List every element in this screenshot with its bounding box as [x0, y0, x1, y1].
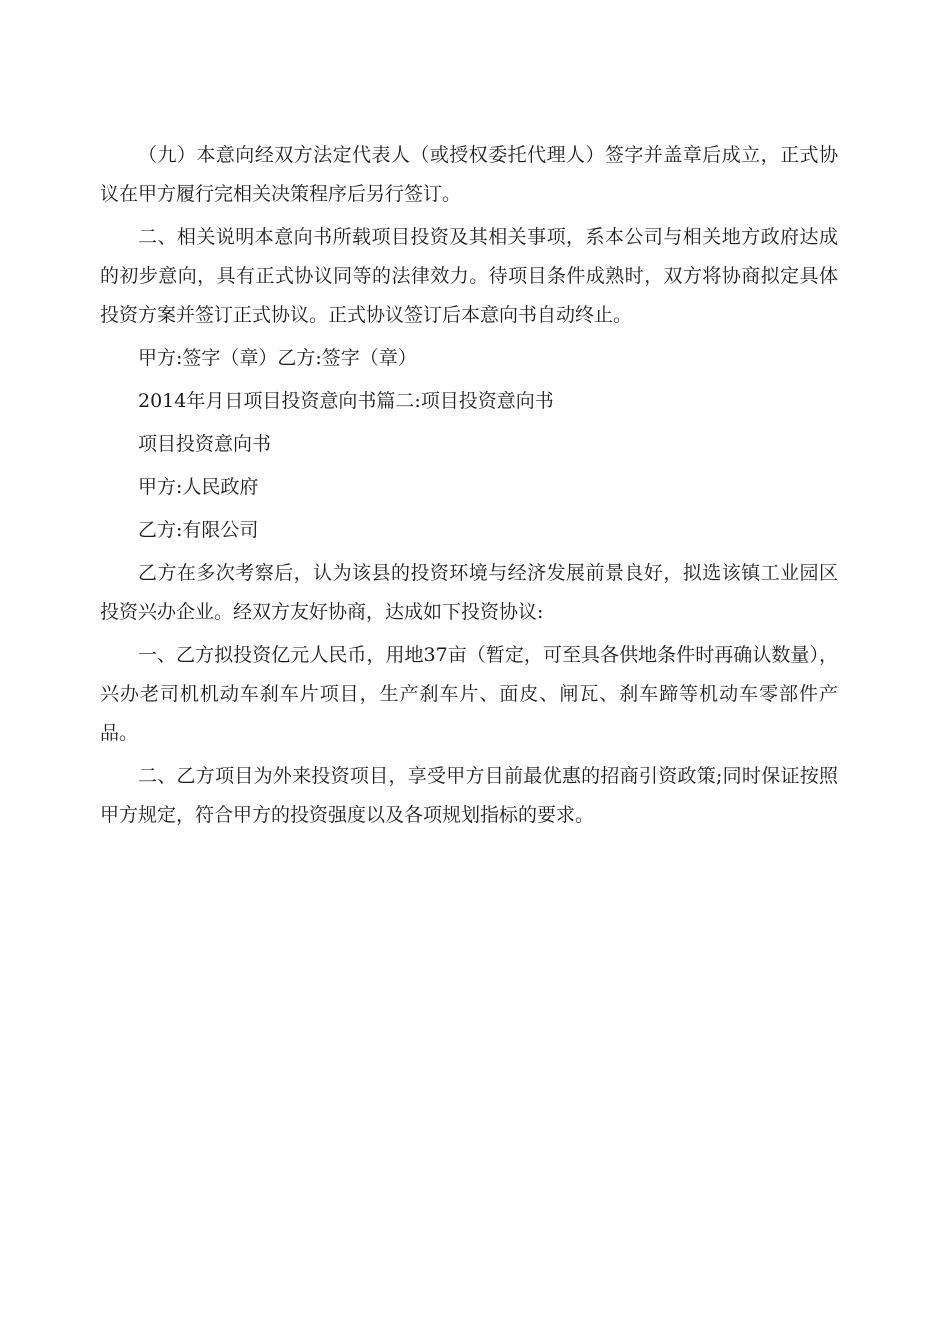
- paragraph-related-notes: 二、相关说明本意向书所载项目投资及其相关事项，系本公司与相关地方政府达成的初步意向，具有正式协议同等的法律效力。待项目条件成熟时，双方将协商拟定具体投资方案并签订正式协议。正式协议签订后本意向书自动终止。: [100, 226, 838, 326]
- paragraph-clause-two: 二、乙方项目为外来投资项目，享受甲方目前最优惠的招商引资政策;同时保证按照甲方规定，符合甲方的投资强度以及各项规划指标的要求。: [100, 765, 838, 826]
- paragraph-clause-nine: （九）本意向经双方法定代表人（或授权委托代理人）签字并盖章后成立，正式协议在甲方履行完相关决策程序后另行签订。: [100, 144, 838, 205]
- paragraph-party-a: 甲方:人民政府: [138, 476, 259, 498]
- paragraph-party-b: 乙方:有限公司: [138, 519, 259, 541]
- paragraph-signatures: 甲方:签字（章）乙方:签字（章）: [138, 347, 417, 369]
- paragraph-intro: 乙方在多次考察后，认为该县的投资环境与经济发展前景良好，拟选该镇工业园区投资兴办企业。经双方友好协商，达成如下投资协议:: [100, 562, 838, 623]
- paragraph-clause-one: 一、乙方拟投资亿元人民币，用地37亩（暂定，可至具各供地条件时再确认数量），兴办老司机机动车刹车片项目，生产刹车片、面皮、闸瓦、刹车蹄等机动车零部件产品。: [100, 644, 838, 744]
- paragraph-doc-title: 项目投资意向书: [138, 433, 272, 455]
- paragraph-date-part-two: 2014年月日项目投资意向书篇二:项目投资意向书: [138, 390, 554, 412]
